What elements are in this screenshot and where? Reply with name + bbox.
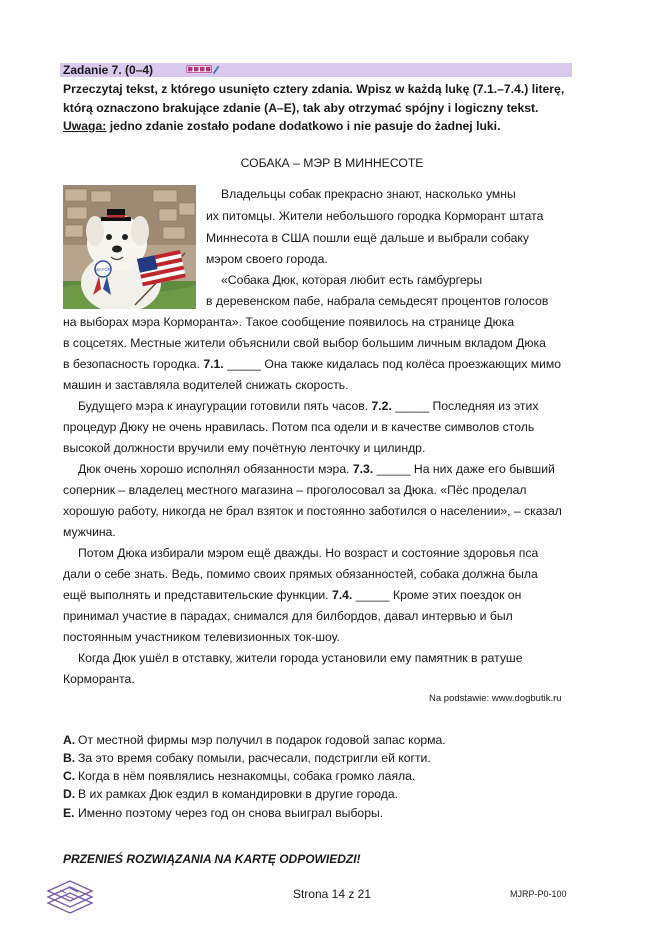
gap-blank: _____ На них даже его бывший <box>373 462 555 476</box>
article-line: «Собака Дюк, которая любит есть гамбургеры <box>221 273 483 287</box>
article-line: высокой должности вручили ему почётную ленточку и цилиндр. <box>63 441 426 455</box>
note-line <box>63 117 583 136</box>
instruction-line: Przeczytaj tekst, z którego usunięto cztery zdania. Wpisz w każdą lukę (7.1.–7.4.) literę, <box>63 82 565 96</box>
line-text: Будущего мэра к инаугурации готовили пять часов. <box>78 399 372 413</box>
article-line: постоянным участником телевизионных ток-шоу. <box>63 630 340 644</box>
option-b <box>63 751 431 765</box>
source-credit: Na podstawie: www.dogbutik.ru <box>429 693 562 704</box>
option-d <box>63 787 398 801</box>
line-text: Дюк очень хорошо исполнял обязанности мэра. <box>78 462 353 476</box>
article-line: процедур Дюку не очень нравилась. Потом пса одели и в качестве символов столь <box>63 420 535 434</box>
transfer-answers-note: PRZENIEŚ ROZWIĄZANIA NA KARTĘ ODPOWIEDZI! <box>63 852 361 866</box>
exam-code: MJRP-P0-100 <box>510 889 567 899</box>
article-line: Кормoранта. <box>63 672 135 686</box>
option-text: За это время собаку помыли, расчесали, подстригли ей когти. <box>78 751 431 765</box>
gap-label: 7.2. <box>371 399 392 413</box>
article-title: СОБАКА – МЭР В МИННЕСОТЕ <box>240 156 424 170</box>
article-line: хорошую работу, никогда не брал взяток и постоянно заботился о населении», – сказал <box>63 504 562 518</box>
article-line: соперник – владелец местного магазина – проголосовал за Дюка. «Пёс проделал <box>63 483 527 497</box>
option-letter: D. <box>63 787 76 801</box>
option-letter: A. <box>63 733 76 747</box>
article-line: мэром своего города. <box>206 252 328 266</box>
article-line: на выборах мэра Кормoранта». Такое сообщение появилось на странице Дюка <box>63 315 515 329</box>
article-line <box>63 587 521 603</box>
line-text: в безопасность городка. <box>63 357 204 371</box>
article-line: Владельцы собак прекрасно знают, насколько умны <box>221 187 516 201</box>
option-letter: C. <box>63 769 76 783</box>
option-text: Когда в нём появлялись незнакомцы, собака громко лаяла. <box>78 769 416 783</box>
page-number: Strona 14 z 21 <box>292 887 372 901</box>
option-text: В их рамках Дюк ездил в командировки в другие города. <box>78 787 399 801</box>
article-line: в деревенском пабе, набрала семьдесят процентов голосов <box>206 294 549 308</box>
gap-blank: _____ Она также кидалась под колёса проезжающих мимо <box>223 357 562 371</box>
dog-badge-text: MAYOR <box>94 267 112 272</box>
article-line: мужчина. <box>63 525 116 539</box>
article-line: их питомцы. Жители небольшого городка Кормoрант штата <box>206 209 544 223</box>
gap-blank: _____ Последняя из этих <box>391 399 539 413</box>
article-line: принимал участие в парадах, снимался для билбордов, давал интервью и был <box>63 609 513 623</box>
gap-label: 7.3. <box>352 462 374 476</box>
article-line: Когда Дюк ушёл в отставку, жители города установили ему памятник в ратуше <box>78 651 523 665</box>
dog-photo-image <box>63 185 196 309</box>
option-c <box>63 769 415 783</box>
option-text: От местной фирмы мэр получил в подарок годовой запас корма. <box>78 733 446 747</box>
gap-blank: _____ Кроме этих поездок он <box>352 588 522 602</box>
option-letter: E. <box>63 806 75 820</box>
article-line <box>63 356 561 372</box>
article-line: дали о себе знать. Ведь, помимо своих прямых обязанностей, собака должна была <box>63 567 538 581</box>
note-label: Uwaga: <box>63 119 107 133</box>
task-instructions <box>63 80 583 136</box>
task-title: Zadanie 7. (0–4) <box>63 63 154 77</box>
instruction-line: którą oznaczono brakujące zdanie (A–E), tak aby otrzymać spójny i logiczny tekst. <box>63 100 539 115</box>
option-e <box>63 806 383 820</box>
line-text: ещё выполнять и представительские функции. <box>63 588 332 602</box>
article-line: Миннесота в США пошли ещё дальше и выбрали собаку <box>206 231 529 245</box>
article-line <box>78 461 555 477</box>
gap-label: 7.4. <box>331 588 353 602</box>
article-line: в соцсетях. Местные жители объяснили свой выбор большим личным вкладом Дюка <box>63 336 546 350</box>
note-text: jedno zdanie zostało podane dodatkowo i nie pasuje do żadnej luki. <box>106 119 501 133</box>
option-text: Именно поэтому через год он снова выиграл выборы. <box>78 806 384 820</box>
option-a <box>63 733 446 747</box>
option-letter: B. <box>63 751 76 765</box>
article-line: машин и заставляла водителей снижать скорость. <box>63 378 349 392</box>
gap-label: 7.1. <box>203 357 224 371</box>
article-line: Потом Дюка избирали мэром ещё дважды. Но возраст и состояние здоровья пса <box>78 546 539 560</box>
points-badge-icon <box>186 65 220 74</box>
article-line <box>78 398 538 414</box>
